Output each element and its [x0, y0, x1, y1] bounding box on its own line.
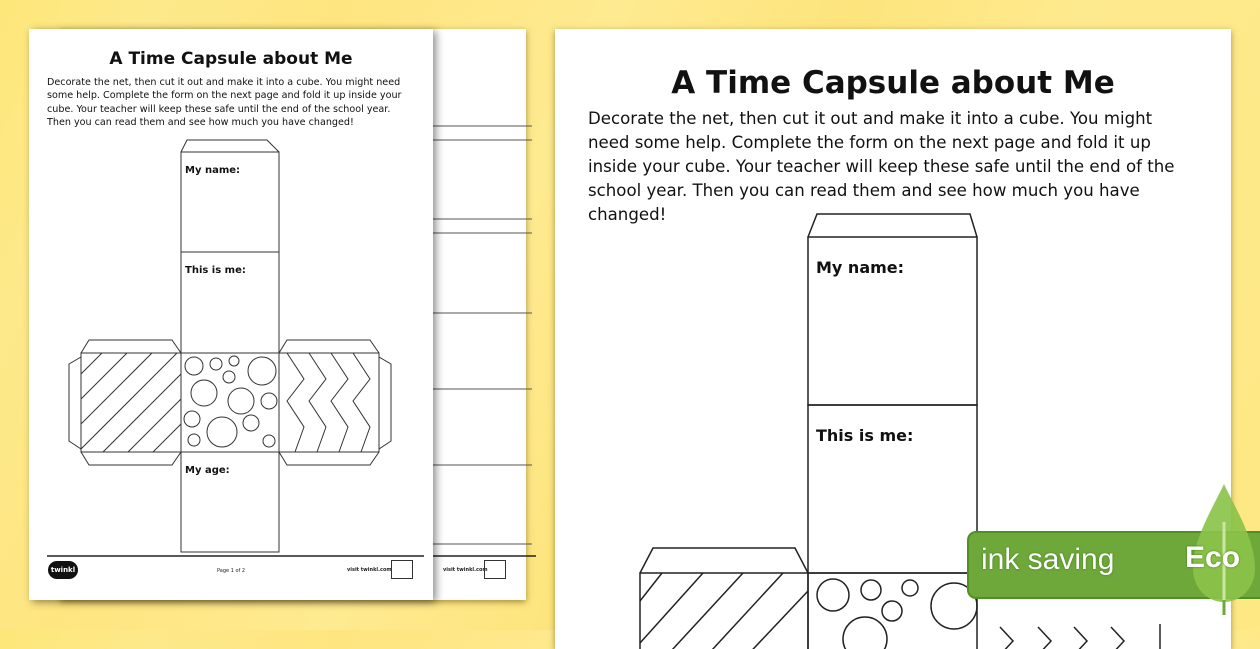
page-title: A Time Capsule about Me [109, 49, 353, 69]
footer-visit-link[interactable]: visit twinkl.com [443, 567, 488, 573]
eco-word: Eco [1185, 541, 1241, 574]
footer-visit-link[interactable]: visit twinkl.com [347, 567, 392, 573]
name-label: My name: [185, 165, 241, 176]
instructions-text-large: Decorate the net, then cut it out and make it into a cube. You might need some help. Complete the form on the next page and fold it up inside your cube. Your teacher will keep these safe until the end of the school year. Then you can read them and see how much you have changed! [588, 109, 1175, 224]
quality-badge-icon [484, 560, 506, 579]
name-label-large: My name: [816, 258, 905, 277]
quality-badge-icon [391, 560, 413, 579]
page-number: Page 1 of 2 [217, 568, 246, 574]
preview-page-1 [29, 29, 433, 600]
this-is-me-label-large: This is me: [816, 426, 914, 445]
eco-badge-text: ink saving [981, 543, 1115, 576]
instructions-text: Decorate the net, then cut it out and make it into a cube. You might need some help. Complete the form on the next page and fold it up inside your cube. Your teacher will keep these safe until the end of the school year. Then you can read them and see how much you have changed! [47, 77, 402, 129]
age-label: My age: [185, 465, 230, 476]
twinkl-logo: twinkl [48, 561, 78, 579]
this-is-me-label: This is me: [185, 265, 246, 276]
cube-net [29, 29, 433, 600]
page-title-large: A Time Capsule about Me [671, 65, 1115, 101]
